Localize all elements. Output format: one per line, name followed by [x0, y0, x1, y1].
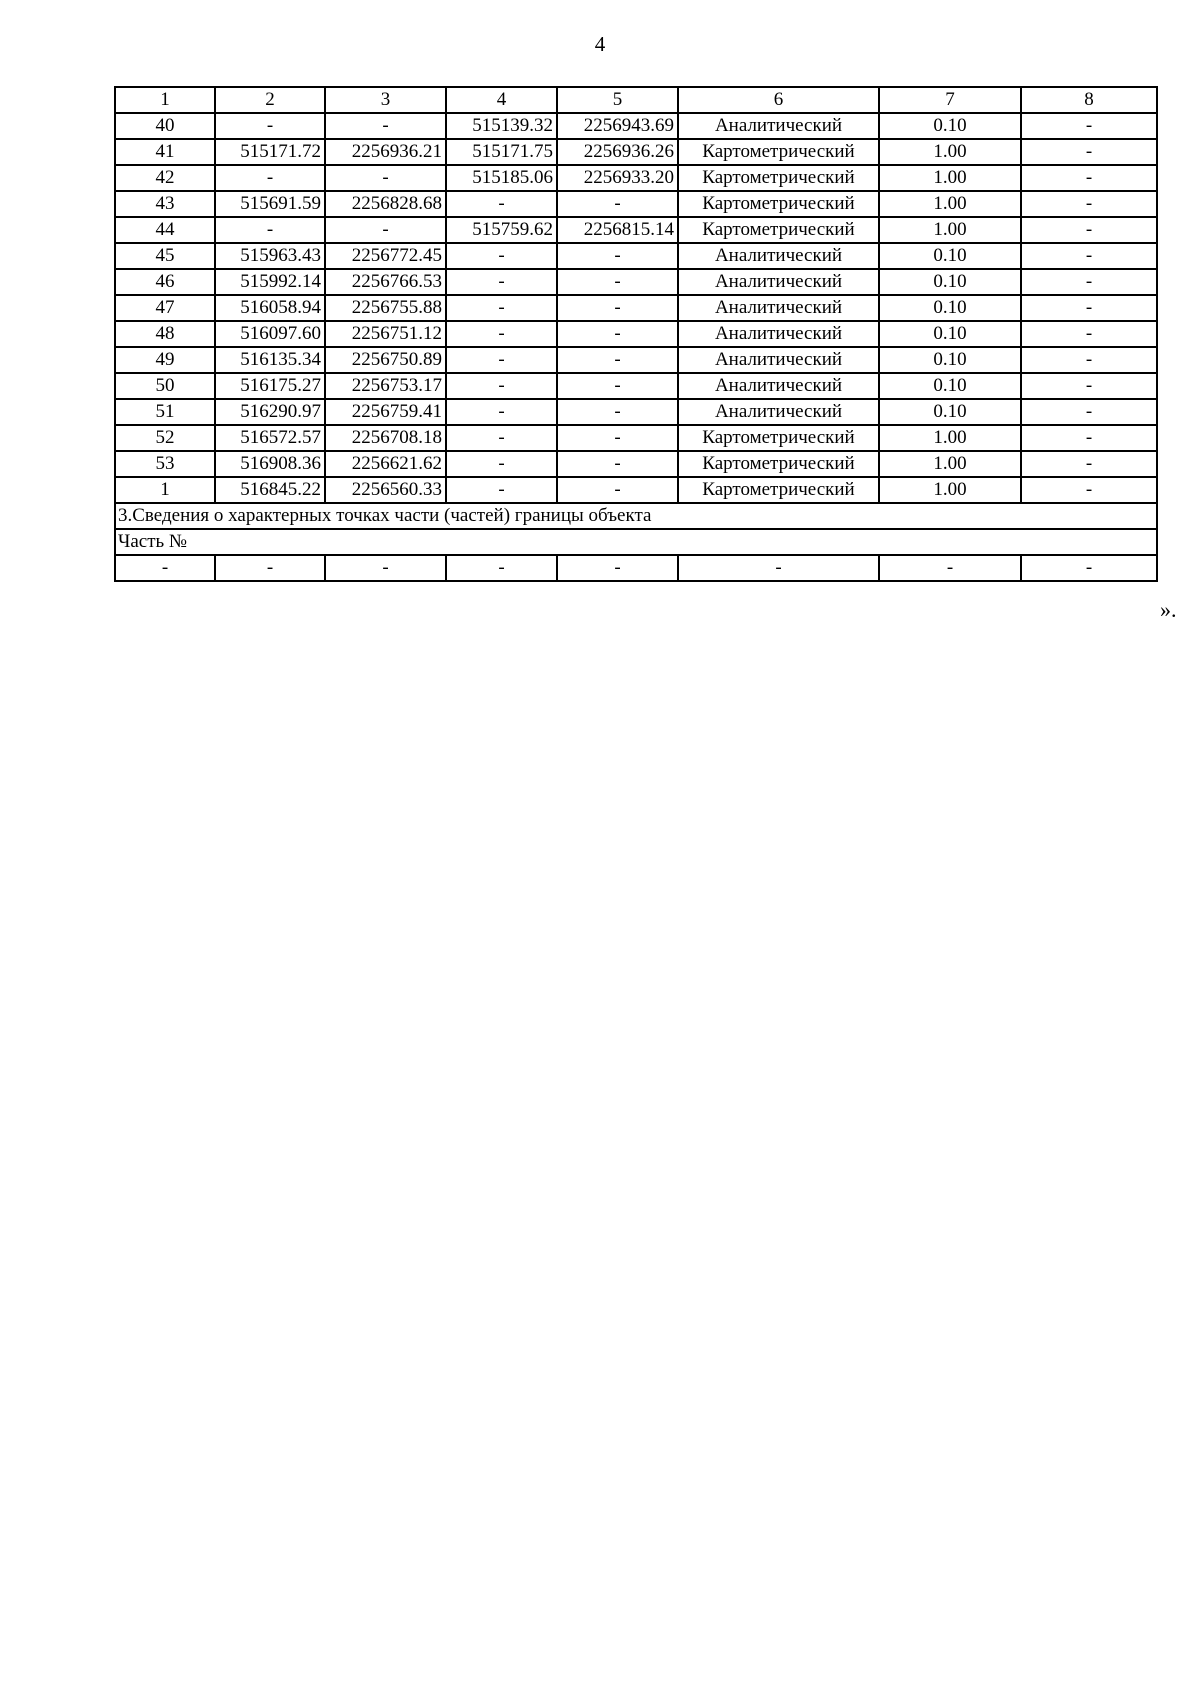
table-cell: -: [1021, 191, 1157, 217]
column-header: 7: [879, 87, 1021, 113]
table-cell: -: [557, 477, 678, 503]
table-cell: 2256753.17: [325, 373, 446, 399]
table-cell: 2256560.33: [325, 477, 446, 503]
table-row: [115, 243, 1157, 269]
table-cell: Аналитический: [678, 347, 879, 373]
table-cell: -: [557, 373, 678, 399]
table-row: [115, 165, 1157, 191]
table-cell: -: [446, 191, 557, 217]
boundary-points-table: [114, 86, 1158, 582]
table-cell: 515139.32: [446, 113, 557, 139]
table-cell: 515185.06: [446, 165, 557, 191]
table-cell: 2256772.45: [325, 243, 446, 269]
table-cell: 2256759.41: [325, 399, 446, 425]
table-cell: 515171.72: [215, 139, 325, 165]
table-cell: 0.10: [879, 269, 1021, 295]
table-cell: -: [557, 451, 678, 477]
table-cell: 516097.60: [215, 321, 325, 347]
table-cell: 1.00: [879, 451, 1021, 477]
section-heading-row: [115, 503, 1157, 529]
table-cell: Аналитический: [678, 113, 879, 139]
table-cell: Картометрический: [678, 165, 879, 191]
table-cell: 0.10: [879, 399, 1021, 425]
table-cell: 49: [115, 347, 215, 373]
table-row: [115, 139, 1157, 165]
table-cell: 53: [115, 451, 215, 477]
table-cell: 1.00: [879, 165, 1021, 191]
table-cell: -: [1021, 217, 1157, 243]
table-cell: 1.00: [879, 191, 1021, 217]
table-cell: Картометрический: [678, 191, 879, 217]
table-cell: 516845.22: [215, 477, 325, 503]
table-cell: 46: [115, 269, 215, 295]
table-cell: 41: [115, 139, 215, 165]
table-cell: -: [557, 347, 678, 373]
table-cell: 516058.94: [215, 295, 325, 321]
table-cell: Картометрический: [678, 217, 879, 243]
table-cell: -: [557, 555, 678, 581]
table-cell: 2256936.26: [557, 139, 678, 165]
table-cell: 516908.36: [215, 451, 325, 477]
table-cell: -: [325, 555, 446, 581]
table-cell: 2256943.69: [557, 113, 678, 139]
table-row: [115, 477, 1157, 503]
table-row: [115, 425, 1157, 451]
table-row: [115, 399, 1157, 425]
table-cell: 516175.27: [215, 373, 325, 399]
table-cell: 515759.62: [446, 217, 557, 243]
table-cell: -: [446, 477, 557, 503]
table-cell: -: [1021, 165, 1157, 191]
table-cell: -: [557, 269, 678, 295]
table-cell: -: [446, 243, 557, 269]
table-cell: 52: [115, 425, 215, 451]
table-cell: -: [879, 555, 1021, 581]
table-cell: 1: [115, 477, 215, 503]
table-cell: Аналитический: [678, 295, 879, 321]
table-cell: -: [557, 191, 678, 217]
closing-quote: ».: [1160, 597, 1177, 622]
table-cell: -: [446, 451, 557, 477]
table-row: [115, 347, 1157, 373]
column-header: 5: [557, 87, 678, 113]
table-cell: -: [1021, 425, 1157, 451]
table-cell: -: [446, 321, 557, 347]
column-header: 4: [446, 87, 557, 113]
table-row: [115, 373, 1157, 399]
table-cell: 47: [115, 295, 215, 321]
table-cell: -: [215, 217, 325, 243]
table-cell: 45: [115, 243, 215, 269]
table-cell: 0.10: [879, 243, 1021, 269]
table-cell: -: [1021, 555, 1157, 581]
table-cell: -: [1021, 113, 1157, 139]
column-header: 2: [215, 87, 325, 113]
table-cell: 1.00: [879, 217, 1021, 243]
table-cell: 2256936.21: [325, 139, 446, 165]
table-cell: 43: [115, 191, 215, 217]
table-cell: -: [557, 321, 678, 347]
table-row: [115, 217, 1157, 243]
table-cell: 2256933.20: [557, 165, 678, 191]
table-cell: -: [325, 165, 446, 191]
table-cell: 51: [115, 399, 215, 425]
table-cell: 2256708.18: [325, 425, 446, 451]
table-cell: 2256828.68: [325, 191, 446, 217]
table-cell: -: [1021, 399, 1157, 425]
table-row: [115, 295, 1157, 321]
table-cell: 2256815.14: [557, 217, 678, 243]
table-cell: -: [557, 399, 678, 425]
table-cell: -: [215, 555, 325, 581]
table-cell: -: [1021, 139, 1157, 165]
table-cell: -: [557, 295, 678, 321]
column-header: 8: [1021, 87, 1157, 113]
part-label-row: [115, 529, 1157, 555]
table-cell: -: [446, 399, 557, 425]
table-cell: Аналитический: [678, 399, 879, 425]
table-cell: -: [1021, 347, 1157, 373]
table-cell: 2256755.88: [325, 295, 446, 321]
table-row: [115, 321, 1157, 347]
table-cell: Аналитический: [678, 321, 879, 347]
table-cell: 1.00: [879, 425, 1021, 451]
table-cell: 48: [115, 321, 215, 347]
table-cell: 44: [115, 217, 215, 243]
table-cell: Аналитический: [678, 269, 879, 295]
table-cell: Аналитический: [678, 243, 879, 269]
table-cell: 1.00: [879, 477, 1021, 503]
table-cell: 0.10: [879, 295, 1021, 321]
table-cell: -: [325, 113, 446, 139]
table-header-row: [115, 87, 1157, 113]
table-cell: 516290.97: [215, 399, 325, 425]
table-cell: -: [325, 217, 446, 243]
table-cell: 40: [115, 113, 215, 139]
table-cell: 0.10: [879, 113, 1021, 139]
table-cell: 2256750.89: [325, 347, 446, 373]
table-cell: 515992.14: [215, 269, 325, 295]
table-cell: -: [1021, 477, 1157, 503]
table-cell: -: [1021, 321, 1157, 347]
table-cell: -: [446, 555, 557, 581]
empty-part-row: [115, 555, 1157, 581]
column-header: 3: [325, 87, 446, 113]
table-cell: 0.10: [879, 373, 1021, 399]
table-cell: -: [1021, 243, 1157, 269]
table-cell: -: [446, 269, 557, 295]
table-cell: -: [1021, 451, 1157, 477]
table-cell: -: [215, 113, 325, 139]
table-row: [115, 451, 1157, 477]
table-cell: 0.10: [879, 347, 1021, 373]
table-row: [115, 113, 1157, 139]
table-cell: 515691.59: [215, 191, 325, 217]
table-cell: -: [115, 555, 215, 581]
table-cell: -: [1021, 295, 1157, 321]
table-cell: -: [557, 243, 678, 269]
table-row: [115, 191, 1157, 217]
table-cell: -: [446, 425, 557, 451]
table-cell: -: [446, 347, 557, 373]
table-cell: -: [446, 373, 557, 399]
table-cell: 2256766.53: [325, 269, 446, 295]
table-row: [115, 269, 1157, 295]
section-heading: 3.Сведения о характерных точках части (частей) границы объекта: [115, 503, 1157, 529]
table-cell: -: [678, 555, 879, 581]
table-cell: 515171.75: [446, 139, 557, 165]
table-cell: -: [1021, 373, 1157, 399]
table-cell: Картометрический: [678, 451, 879, 477]
table-cell: Картометрический: [678, 477, 879, 503]
table-cell: 2256621.62: [325, 451, 446, 477]
column-header: 6: [678, 87, 879, 113]
table-cell: -: [446, 295, 557, 321]
table-cell: Аналитический: [678, 373, 879, 399]
column-header: 1: [115, 87, 215, 113]
table-cell: 516135.34: [215, 347, 325, 373]
part-label: Часть №: [115, 529, 1157, 555]
table-cell: -: [1021, 269, 1157, 295]
table-cell: 2256751.12: [325, 321, 446, 347]
table-cell: 515963.43: [215, 243, 325, 269]
table-cell: 1.00: [879, 139, 1021, 165]
table-cell: 50: [115, 373, 215, 399]
table-cell: 42: [115, 165, 215, 191]
table-cell: 0.10: [879, 321, 1021, 347]
page-number: 4: [594, 32, 606, 56]
table-cell: Картометрический: [678, 139, 879, 165]
table-cell: 516572.57: [215, 425, 325, 451]
table-cell: Картометрический: [678, 425, 879, 451]
table-cell: -: [557, 425, 678, 451]
table-cell: -: [215, 165, 325, 191]
